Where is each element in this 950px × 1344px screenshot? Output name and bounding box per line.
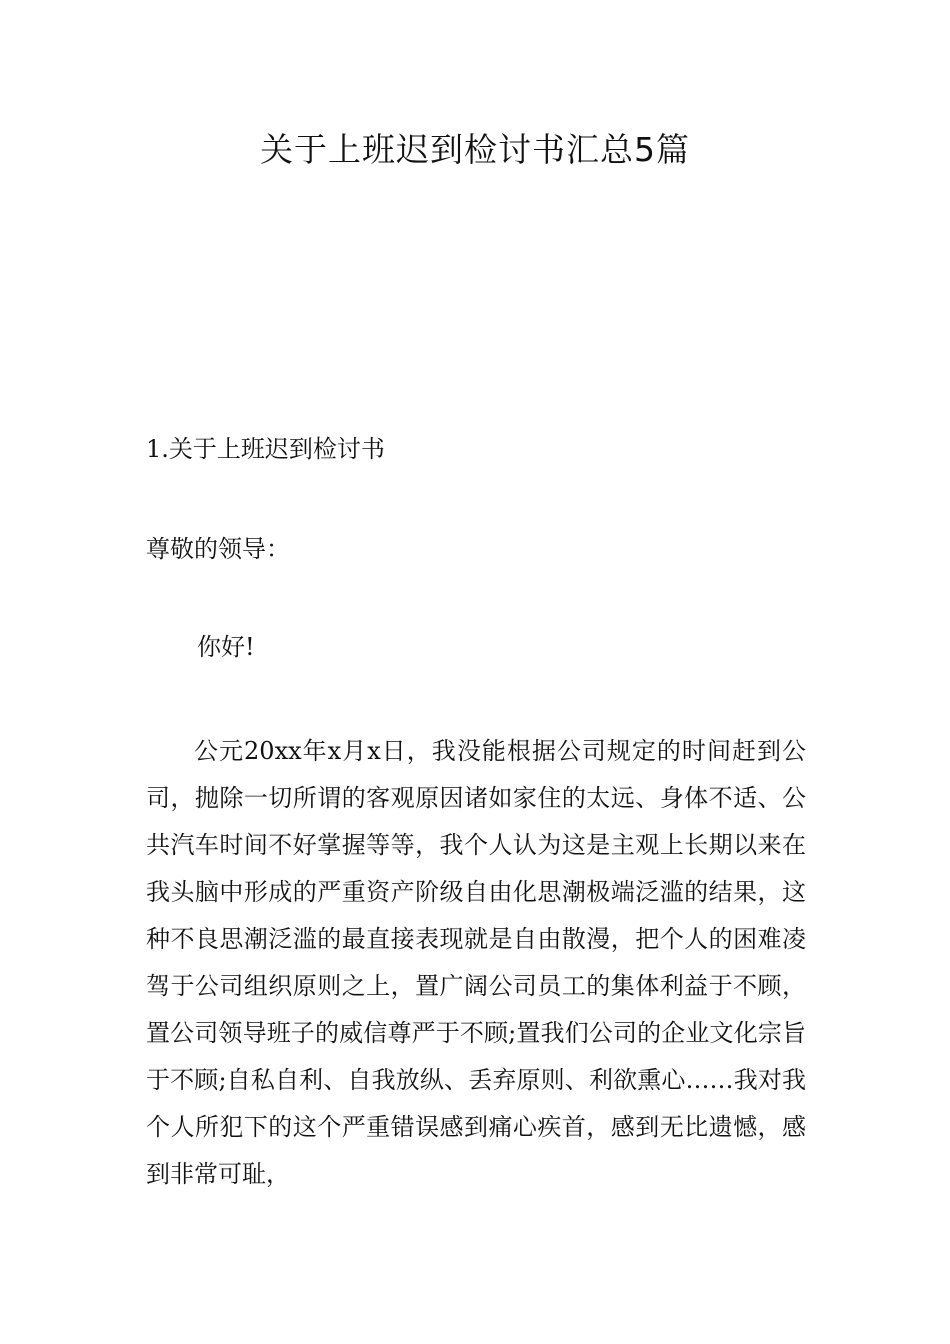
greeting: 你好! — [197, 633, 255, 661]
salutation: 尊敬的领导： — [146, 535, 290, 563]
document-title: 关于上班迟到检讨书汇总5篇 — [260, 130, 690, 169]
section-heading: 1.关于上班迟到检讨书 — [146, 435, 385, 463]
body-paragraph: 公元20xx年x月x日，我没能根据公司规定的时间赶到公司，抛除一切所谓的客观原因诸如家住的太远、身体不适、公共汽车时间不好掌握等等，我个人认为这是主观上长期以来在我头脑中形成的严重资产阶级自由化思潮极端泛滥的结果，这种不良思潮泛滥的最直接表现就是自由散漫，把个人的困难凌驾于公司组织原则之上，置广阔公司员工的集体利益于不顾，置公司领导班子的威信尊严于不顾;置我们公司的企业文化宗旨于不顾;自私自利、自我放纵、丢弃原则、利欲熏心……我对我个人所犯下的这个严重错误感到痛心疾首，感到无比遗憾，感到非常可耻， — [146, 737, 806, 1188]
